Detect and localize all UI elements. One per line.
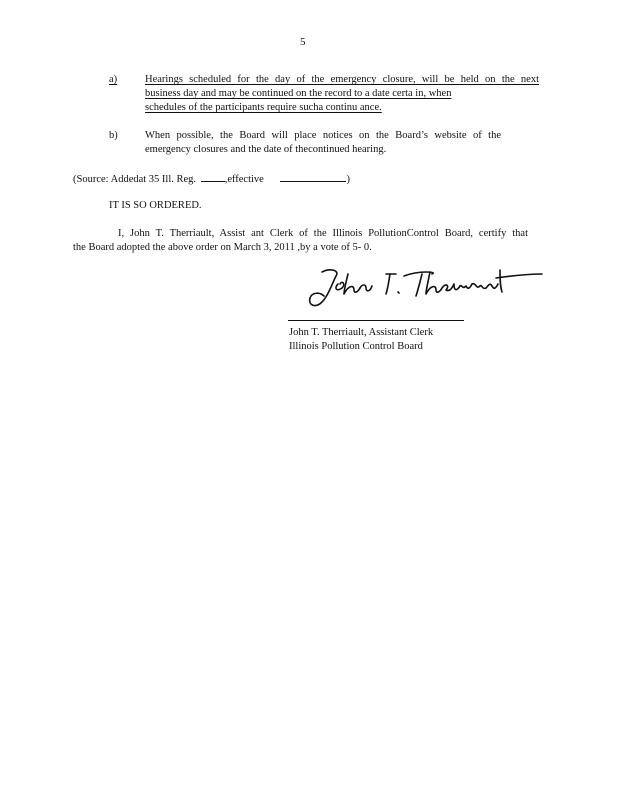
handwritten-signature [300, 262, 550, 312]
source-note [73, 172, 350, 185]
page-number: 5 [300, 36, 306, 48]
source-effective: ,effective [224, 174, 264, 185]
effective-date-blank [280, 172, 346, 182]
item-b-line-2: emergency closures and the date of thecontinued hearing. [145, 144, 387, 155]
item-a-label: a) [109, 74, 118, 85]
item-b-line-1: When possible, the Board will place notices on the Board’s website of the [145, 130, 501, 141]
certification-line-1: I, John T. Therriault, Assist ant Clerk of the Illinois PollutionControl Board, certify that [118, 228, 528, 239]
source-suffix: ) [346, 174, 350, 185]
so-ordered: IT IS SO ORDERED. [109, 200, 202, 211]
item-a-line-1: Hearings scheduled for the day of the emergency closure, will be held on the next [145, 74, 539, 85]
item-a-line-3: schedules of the participants require sucha continu ance. [145, 102, 382, 113]
signer-name-title: John T. Therriault, Assistant Clerk [289, 327, 434, 338]
certification-line-2: the Board adopted the above order on March 3, 2011 ,by a vote of 5- 0. [73, 242, 372, 253]
signature-line [288, 320, 464, 321]
signer-organization: Illinois Pollution Control Board [289, 341, 423, 352]
volume-blank [201, 172, 225, 182]
source-prefix: (Source: Addedat 35 Ill. Reg. [73, 174, 197, 185]
item-b-label: b) [109, 130, 118, 141]
item-a-line-2: business day and may be continued on the record to a date certa in, when [145, 88, 452, 99]
